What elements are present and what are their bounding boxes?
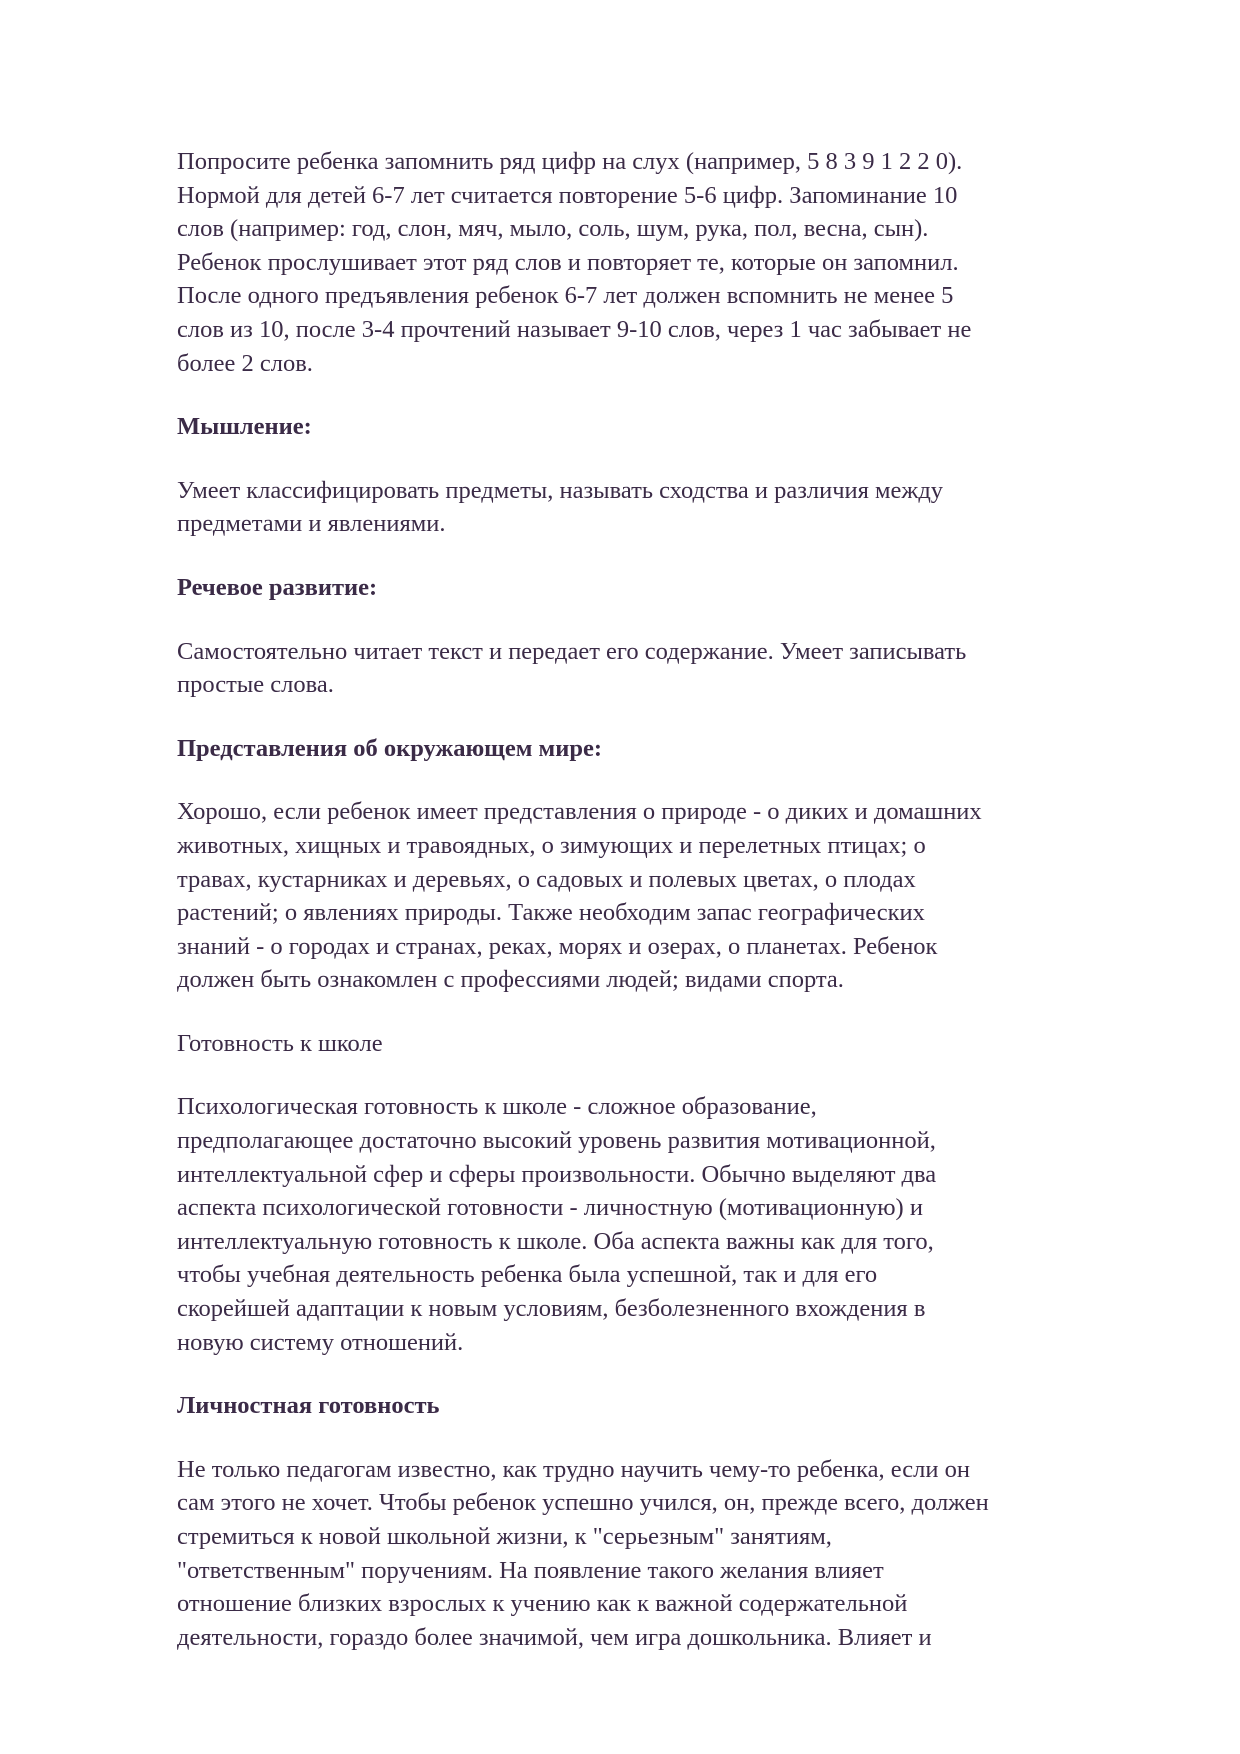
text-line: Психологическая готовность к школе - сложное образование,	[177, 1093, 817, 1121]
text-line: деятельности, гораздо более значимой, чем игра дошкольника. Влияет и	[177, 1623, 932, 1651]
text-line: слов (например: год, слон, мяч, мыло, соль, шум, рука, пол, весна, сын).	[177, 215, 929, 243]
text-line: сам этого не хочет. Чтобы ребенок успешно учился, он, прежде всего, должен	[177, 1489, 989, 1517]
readiness-heading: Готовность к школе	[177, 1029, 383, 1057]
text-line: чтобы учебная деятельность ребенка была успешной, так и для его	[177, 1261, 878, 1289]
personal-paragraph	[177, 1453, 1177, 1655]
speech-paragraph	[177, 635, 1177, 702]
text-line: аспекта психологической готовности - личностную (мотивационную) и	[177, 1194, 923, 1222]
thinking-heading: Мышление:	[177, 413, 312, 441]
text-line: Попросите ребенка запомнить ряд цифр на слух (например, 5 8 3 9 1 2 2 0).	[177, 148, 963, 175]
text-line: растений; о явлениях природы. Также необходим запас географических	[177, 899, 925, 927]
text-line: животных, хищных и травоядных, о зимующих и перелетных птицах; о	[177, 831, 926, 859]
personal-heading: Личностная готовность	[177, 1392, 440, 1420]
text-line: отношение близких взрослых к учению как к важной содержательной	[177, 1590, 908, 1618]
text-line: Не только педагогам известно, как трудно научить чему-то ребенка, если он	[177, 1455, 970, 1483]
text-line: После одного предъявления ребенок 6-7 лет должен вспомнить не менее 5	[177, 282, 954, 310]
text-line: новую систему отношений.	[177, 1328, 464, 1356]
text-line: "ответственным" поручениям. На появление такого желания влияет	[177, 1556, 884, 1584]
text-line: интеллектуальной сфер и сферы произвольности. Обычно выделяют два	[177, 1160, 937, 1188]
memory-paragraph	[177, 145, 1177, 380]
world-heading: Представления об окружающем мире:	[177, 734, 603, 762]
document-page	[177, 145, 1177, 1684]
text-line: Нормой для детей 6-7 лет считается повторение 5-6 цифр. Запоминание 10	[177, 181, 958, 209]
text-line: знаний - о городах и странах, реках, морях и озерах, о планетах. Ребенок	[177, 932, 938, 960]
text-line: предполагающее достаточно высокий уровень развития мотивационной,	[177, 1127, 936, 1155]
text-line: травах, кустарниках и деревьях, о садовых и полевых цветах, о плодах	[177, 865, 916, 893]
text-line: Умеет классифицировать предметы, называть сходства и различия между	[177, 476, 944, 504]
text-line: должен быть ознакомлен с профессиями людей; видами спорта.	[177, 966, 844, 994]
text-line: более 2 слов.	[177, 349, 313, 377]
world-paragraph	[177, 795, 1177, 997]
text-line: простые слова.	[177, 671, 334, 699]
text-line: интеллектуальную готовность к школе. Оба аспекта важны как для того,	[177, 1227, 934, 1255]
text-line: предметами и явлениями.	[177, 510, 446, 538]
text-line: скорейшей адаптации к новым условиям, безболезненного вхождения в	[177, 1295, 926, 1323]
speech-heading: Речевое развитие:	[177, 573, 378, 601]
text-line: слов из 10, после 3-4 прочтений называет 9-10 слов, через 1 час забывает не	[177, 315, 972, 343]
thinking-paragraph	[177, 474, 1177, 541]
text-line: Самостоятельно читает текст и передает его содержание. Умеет записывать	[177, 637, 967, 665]
text-line: Ребенок прослушивает этот ряд слов и повторяет те, которые он запомнил.	[177, 248, 959, 276]
text-line: Хорошо, если ребенок имеет представления о природе - о диких и домашних	[177, 798, 982, 826]
readiness-paragraph	[177, 1090, 1177, 1359]
text-line: стремиться к новой школьной жизни, к "серьезным" занятиям,	[177, 1523, 832, 1550]
